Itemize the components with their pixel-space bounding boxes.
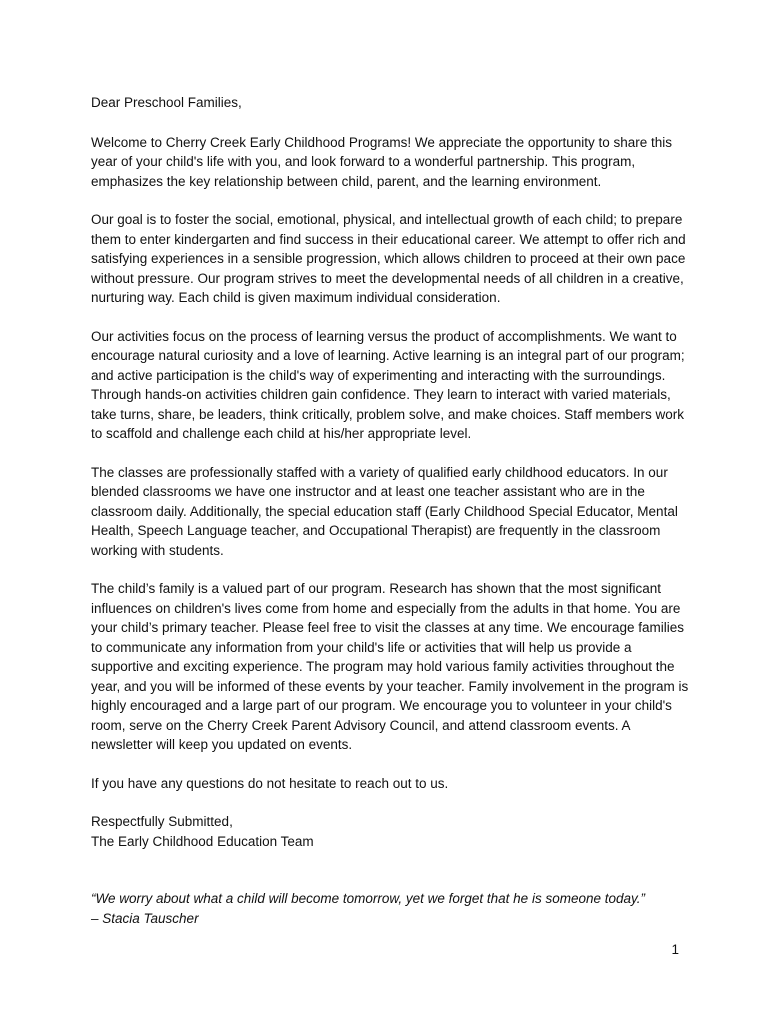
quote-attribution: – Stacia Tauscher [91,910,199,926]
closing: Respectfully Submitted, [91,814,233,829]
paragraph-staffing: The classes are professionally staffed with a variety of qualified early childhood educators. In our blended classrooms we have one instructor and at least one teacher assistant who are in the classroom daily. Additionally, the special education staff (Early Childhood Special Educator, Mental Health, Speech Language teacher, and Occupational Therapist) are frequently in the classroom working with students. [91,464,678,558]
paragraph-questions: If you have any questions do not hesitate to reach out to us. [91,775,449,791]
paragraph-family: The child’s family is a valued part of our program. Research has shown that the most significant influences on children's lives come from home and especially from the adults in that home. You are your child’s primary teacher. Please feel free to visit the classes at any time. We encourage families to communicate any information from your child's life or activities that will help us provide a supportive and exciting experience. The program may hold various family activities throughout the year, and you will be informed of these events by your teacher. Family involvement in the program is highly encouraged and a large part of our program. We encourage you to volunteer in your child's room, serve on the Cherry Creek Parent Advisory Council, and attend classroom events. A newsletter will keep you updated on events. [91,581,689,752]
letter-body [91,93,691,947]
quote-block [91,889,691,928]
signature: The Early Childhood Education Team [91,833,314,849]
quote-text: “We worry about what a child will become tomorrow, yet we forget that he is someone today.” [91,891,646,906]
paragraph-activities: Our activities focus on the process of learning versus the product of accomplishments. We want to encourage natural curiosity and a love of learning. Active learning is an integral part of our program; and active participation is the child's way of experimenting and interacting with the surroundings. Through hands-on activities children gain confidence. They learn to interact with varied materials, take turns, share, be leaders, think critically, problem solve, and make choices. Staff members work to scaffold and challenge each child at his/her appropriate level. [91,328,685,441]
paragraph-goal: Our goal is to foster the social, emotional, physical, and intellectual growth of each child; to prepare them to enter kindergarten and find success in their educational career. We attempt to offer rich and satisfying experiences in a sensible progression, which allows children to proceed at their own pace without pressure. Our program strives to meet the developmental needs of all children in a creative, nurturing way. Each child is given maximum individual consideration. [91,212,686,305]
salutation: Dear Preschool Families, [91,95,242,110]
page-number: 1 [671,942,679,957]
closing-block [91,812,691,851]
paragraph-welcome: Welcome to Cherry Creek Early Childhood Programs! We appreciate the opportunity to share this year of your child's life with you, and look forward to a wonderful partnership. This program, emphasizes the key relationship between child, parent, and the learning environment. [91,134,673,189]
